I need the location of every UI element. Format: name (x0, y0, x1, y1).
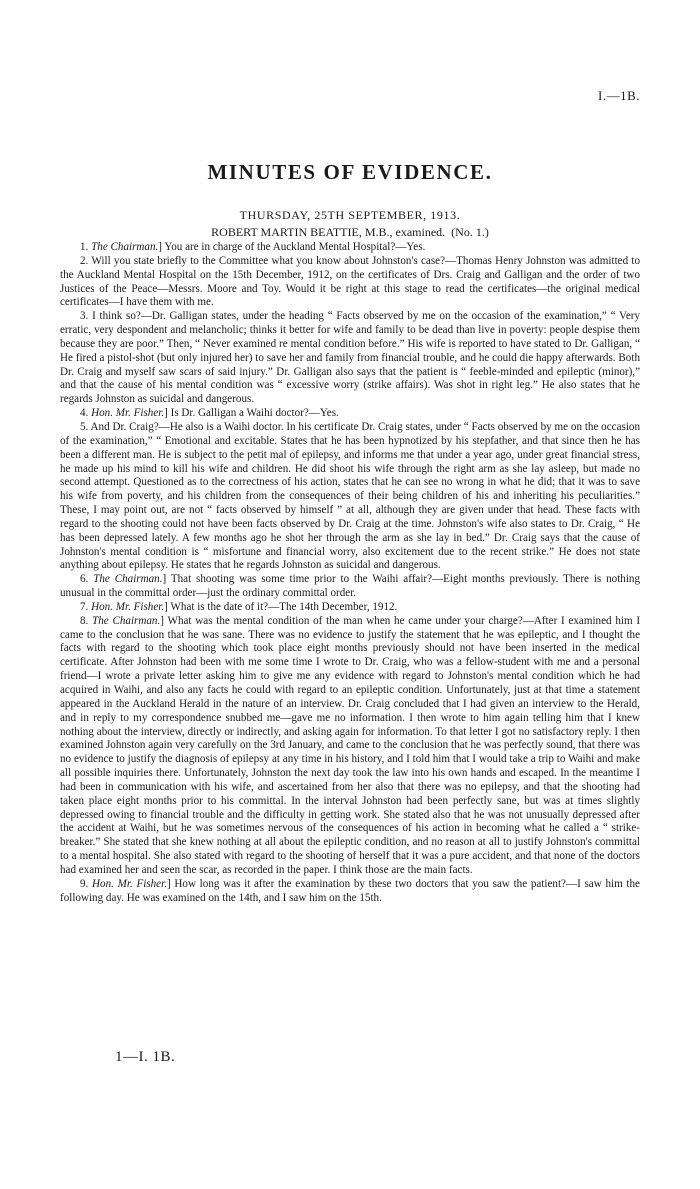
paragraph-number: 1. (80, 241, 89, 253)
paragraph-text: And Dr. Craig?—He also is a Waihi doctor. In his certificate Dr. Craig states, under “ Facts observed by me on the occasion of the examination,” “ Emotional and excitable. States that he has been hypnotized by his stepfather, and that since then he has been a different man. He is subject to the petit mal of epilepsy, and informs me that under a year ago, under great financial stress, he made up his mind to kill his wife and children. He did shoot his wife through the right arm as she lay asleep, but made no second attempt. Questioned as to the correctness of his action, states that he can see no wrong in what he did; that it was to save his wife from poverty, and his children from the consequences of their being children of his and inheriting his peculiarities.” These, I may point out, are not “ facts observed by himself ” at all, although they are given under that head. These facts with regard to the shooting could not have been facts observed by Dr. Craig at the time. Johnston's wife also states to Dr. Craig, “ He has been depressed lately. A few months ago he shot her through the arm as she lay in bed.” Dr. Craig says that the cause of Johnston's mental condition is “ misfortune and financial worry, also excitement due to the recent strike.” He does not state anything about epilepsy. He states that he regards Johnston as suicidal and dangerous. (60, 420, 640, 572)
paragraph-number: 9. (80, 877, 89, 890)
evidence-paragraph (60, 573, 640, 601)
paragraph-speaker: The Chairman. (93, 573, 163, 586)
paragraph-number: 4. (80, 407, 89, 420)
paragraph-number: 6. (80, 573, 89, 586)
evidence-paragraph (60, 241, 640, 255)
paragraph-number: 7. (80, 600, 89, 613)
evidence-paragraph (60, 601, 640, 615)
paragraph-speaker: The Chairman. (92, 614, 161, 627)
evidence-body (60, 241, 640, 906)
evidence-paragraph (60, 615, 640, 878)
paragraph-text: ] You are in charge of the Auckland Mental Hospital?—Yes. (158, 241, 426, 253)
page-title: MINUTES OF EVIDENCE. (207, 160, 493, 184)
paragraph-text: ] That shooting was some time prior to the Waihi affair?—Eight months previously. There is nothing unusual in the committal order—just the ordinary committal order. (60, 573, 640, 600)
evidence-paragraph (60, 310, 640, 407)
paragraph-text: ] How long was it after the examination by these two doctors that you saw the patient?—I saw him the following day. He was examined on the 14th, and I saw him on the 15th. (60, 877, 640, 904)
paragraph-text: ] What was the mental condition of the man when he came under your charge?—After I examined him I came to the conclusion that he was sane. There was no evidence to justify the statement that he was epileptic, and I thought the facts with regard to the shooting which took place eight months previously should not have been inserted in the medical certificate. After Johnston had been with me some time I wrote to Dr. Craig, who was a fellow-student with me and a personal friend—I wrote a private letter asking him to give me any evidence with regard to Johnston's mental condition which he had acquired in Waihi, and also any facts he could with regard to an epileptic condition. Unfortunately, just at that time a statement appeared in the Auckland Herald in the nature of an interview. Dr. Craig concluded that I had given an interview to the Herald, and in reply to my correspondence snubbed me—gave me no information. I then wrote to him again telling him that I knew nothing about the interview, directly or indirectly, and asking again for information. To that letter I got no satisfactory reply. I then examined Johnston again very carefully on the 3rd January, and came to the conclusion that he was perfectly sound, that there was no evidence to justify the diagnosis of epilepsy at any time in his history, and I told him that I would take a trip to Waihi and make all possible inquiries there. Unfortunately, Johnston the next day took the law into his own hands and escaped. In the meantime I had been in communication with his wife, and ascertained from her also that there was no epilepsy, and that the shooting had taken place eight months prior to his committal. In the interval Johnston had been perfectly sane, but was at times slightly depressed owing to financial trouble and the difficulty in getting work. She stated also that he was not unusually depressed after the accident at Waihi, but he was sometimes nervous of the consequences of his action in becoming what he called a “ strike-breaker.” She stated that she knew nothing at all about the epileptic condition, and no reason at all to justify Johnston's committal to a mental hospital. She also stated with regard to the shooting of herself that it was a pure accident, and that none of the doctors had examined her and seen the scar, as recorded in the paper. I think those are the main facts. (60, 614, 641, 876)
evidence-paragraph (60, 255, 640, 310)
paragraph-speaker: Hon. Mr. Fisher. (91, 407, 165, 420)
witness-name: ROBERT MARTIN BEATTIE (211, 225, 359, 239)
paragraph-speaker: Hon. Mr. Fisher. (91, 600, 165, 613)
witness-line (0, 225, 700, 240)
paragraph-number: 2. (80, 254, 89, 267)
paragraph-text: ] Is Dr. Galligan a Waihi doctor?—Yes. (164, 407, 339, 420)
paragraph-number: 3. (80, 310, 89, 323)
paragraph-text: ] What is the date of it?—The 14th December, 1912. (164, 600, 398, 613)
footer-signature: 1—I. 1B. (115, 1049, 176, 1065)
witness-number: (No. 1.) (451, 225, 489, 239)
paragraph-speaker: The Chairman. (91, 241, 159, 253)
evidence-paragraph (60, 407, 640, 421)
date-line: THURSDAY, 25TH SEPTEMBER, 1913. (239, 208, 461, 222)
witness-suffix: , M.B., examined. (358, 225, 446, 239)
paragraph-number: 5. (80, 420, 89, 433)
page-reference: I.—1B. (598, 88, 640, 103)
evidence-paragraph (60, 421, 640, 573)
paragraph-speaker: Hon. Mr. Fisher. (92, 877, 167, 890)
paragraph-number: 8. (80, 614, 89, 627)
evidence-paragraph (60, 878, 640, 906)
paragraph-text: Will you state briefly to the Committee what you know about Johnston's case?—Thomas Henry Johnston was admitted to the Auckland Mental Hospital on the 15th December, 1912, on the certificates of Drs. Craig and Galligan and the order of two Justices of the Peace—Messrs. Moore and Toy. Would it be right at this stage to read the certificates—the original medical certificates—I have them with me. (60, 254, 641, 309)
paragraph-text: I think so?—Dr. Galligan states, under the heading “ Facts observed by me on the occasion of the examination,” “ Very erratic, very despondent and melancholic; thinks it better for wife and family to be dead than live in poverty: people despise them because they are poor.” Then, “ Never examined re mental condition before.” His wife is reported to have stated to Dr. Galligan, “ He fired a pistol-shot (but only injured her) to save her and family from financial trouble, and he could die happy afterwards. Both Dr. Craig and myself saw scars of said injury.” Dr. Galligan also says that the patient is “ feeble-minded and epileptic (minor),” and that the cause of his mental condition was “ excessive worry (strike affairs). Was shot in right leg.” He also states that he regards Johnston as suicidal and dangerous. (60, 310, 640, 406)
